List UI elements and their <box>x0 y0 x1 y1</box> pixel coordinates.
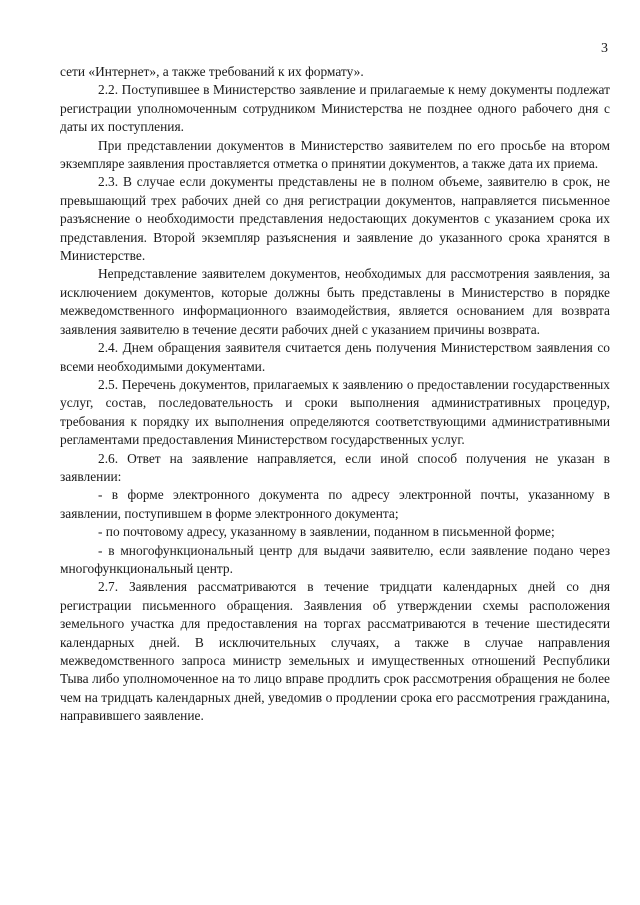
paragraph-2-4: 2.4. Днем обращения заявителя считается день получения Министерством заявления со всеми необходимыми документами. <box>60 340 610 374</box>
document-body <box>60 63 610 726</box>
paragraph-2-6: 2.6. Ответ на заявление направляется, если иной способ получения не указан в заявлении: <box>60 450 610 484</box>
paragraph-2-2: 2.2. Поступившее в Министерство заявление и прилагаемые к нему документы подлежат регистрации уполномоченным сотрудником Министерства не позднее одного рабочего дня с даты их поступления. <box>60 82 610 135</box>
list-item-postal: - по почтовому адресу, указанному в заявлении, поданном в письменной форме; <box>98 524 555 540</box>
paragraph-2-3-return: Непредставление заявителем документов, необходимых для рассмотрения заявления, за исключением документов, которые должны быть представлены в Министерство в порядке межведомственного информационного взаимодействия, является основанием для возврата заявления заявителю в течение десяти рабочих дней с указанием причины возврата. <box>60 266 610 337</box>
paragraph-continuation: сети «Интернет», а также требований к их формату». <box>60 64 364 79</box>
paragraph-2-5: 2.5. Перечень документов, прилагаемых к заявлению о предоставлении государственных услуг, состав, последовательность и сроки выполнения административных процедур, требования к порядку их выполнения определяются соответствующими административными регламентами предоставления Министерством государственных услуг. <box>60 376 610 448</box>
paragraph-2-2-receipt-note: При представлении документов в Министерство заявителем по его просьбе на втором экземпляре заявления проставляется отметка о принятии документов, а также дата их приема. <box>60 137 610 172</box>
paragraph-2-7: 2.7. Заявления рассматриваются в течение тридцати календарных дней со дня регистрации письменного обращения. Заявления об утверждении схемы расположения земельного участка для предоставления на торгах рассматриваются в течение шестидесяти календарных дней. В исключительных случаях, а также в случае направления межведомственного запроса министр земельных и имущественных отношений Республики Тыва либо уполномоченное на то лицо вправе продлить срок рассмотрения обращения не более чем на тридцать календарных дней, уведомив о продлении срока его рассмотрения гражданина, направившего заявление. <box>60 579 610 724</box>
list-item-email: - в форме электронного документа по адресу электронной почты, указанному в заявлении, поступившем в форме электронного документа; <box>60 487 610 521</box>
page-number: 3 <box>601 41 608 56</box>
paragraph-2-3: 2.3. В случае если документы представлены не в полном объеме, заявителю в срок, не превышающий трех рабочих дней со дня регистрации документов, направляется письменное разъяснение о необходимости представления недостающих документов с указанием срока их представления. Второй экземпляр разъяснения и заявление до указанного срока хранятся в Министерстве. <box>60 174 610 264</box>
list-item-mfc: - в многофункциональный центр для выдачи заявителю, если заявление подано через многофункциональный центр. <box>60 542 610 576</box>
